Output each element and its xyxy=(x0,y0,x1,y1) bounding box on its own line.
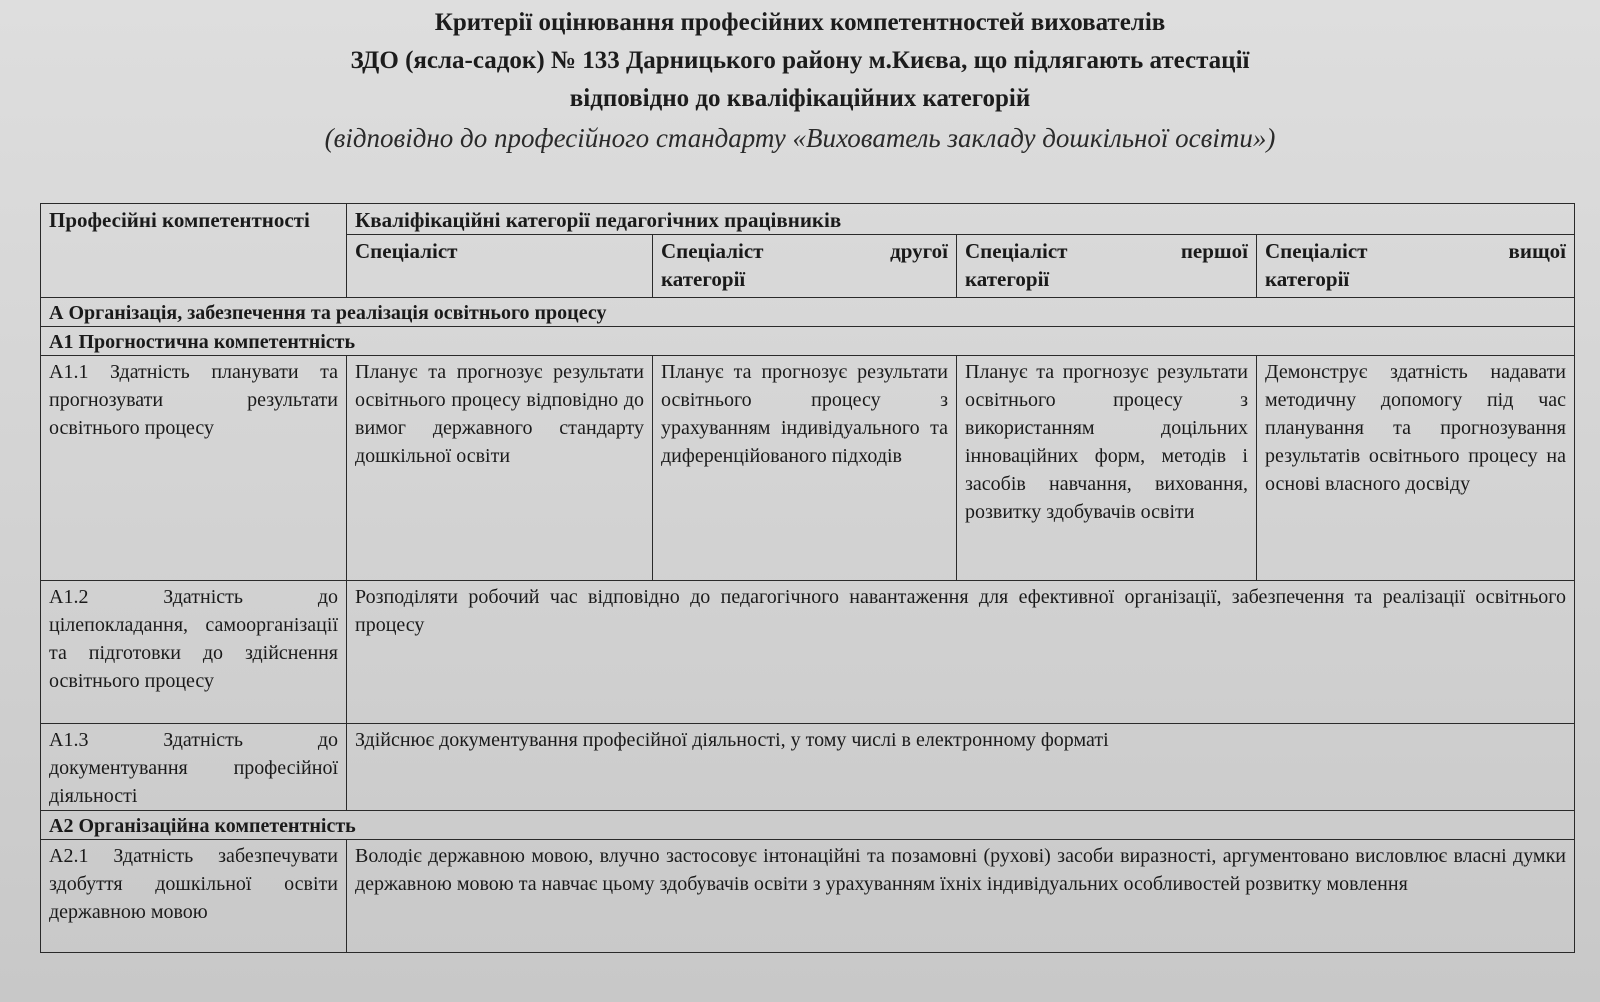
section-a2-row xyxy=(41,811,1575,840)
header-categories-label: Кваліфікаційні категорії педагогічних працівників xyxy=(355,208,842,232)
cat-second-w2: другої xyxy=(890,239,948,263)
row-a1-1 xyxy=(41,356,1575,581)
a1-1-highest: Демонструє здатність надавати методичну допомогу під час планування та прогнозування результатів освітнього процесу на основі власного досвіду xyxy=(1257,356,1575,581)
cat-highest-w2: вищої xyxy=(1508,239,1567,263)
section-a2-title: А2 Організаційна компетентність xyxy=(41,811,1575,840)
criteria-table xyxy=(40,203,1575,953)
a1-1-specialist: Планує та прогнозує результати освітнього процесу відповідно до вимог державного стандарту дошкільної освіти xyxy=(347,356,653,581)
a1-1-competence: А1.1 Здатність планувати та прогнозувати результати освітнього процесу xyxy=(41,356,347,581)
a2-1-competence: А2.1 Здатність забезпечувати здобуття дошкільної освіти державною мовою xyxy=(41,840,347,953)
header-specialist-highest xyxy=(1257,235,1575,298)
cat-first-w1: Спеціаліст xyxy=(965,239,1068,263)
a1-3-competence: А1.3 Здатність до документування професійної діяльності xyxy=(41,724,347,811)
header-specialist-first xyxy=(957,235,1257,298)
a1-2-text: Розподіляти робочий час відповідно до педагогічного навантаження для ефективної організації, забезпечення та реалізації освітнього процесу xyxy=(347,581,1575,724)
section-a-row xyxy=(41,298,1575,327)
document-header xyxy=(0,4,1600,158)
section-a1-title: А1 Прогностична компетентність xyxy=(41,327,1575,356)
cat-second-w1: Спеціаліст xyxy=(661,239,764,263)
a1-1-first: Планує та прогнозує результати освітнього процесу з використанням доцільних інноваційних форм, методів і засобів навчання, виховання, розвитку здобувачів освіти xyxy=(957,356,1257,581)
cat-specialist-w1: Спеціаліст xyxy=(355,239,458,263)
document-subtitle: (відповідно до професійного стандарту «Вихователь закладу дошкільної освіти») xyxy=(324,123,1276,153)
cat-first-w2: першої xyxy=(1180,239,1248,263)
table-header-row-1 xyxy=(41,204,1575,235)
title-line-2: ЗДО (ясла-садок) № 133 Дарницького району м.Києва, що підлягають атестації xyxy=(350,47,1250,74)
cat-highest-w3: категорії xyxy=(1265,267,1350,291)
header-categories xyxy=(347,204,1575,235)
section-a1-row xyxy=(41,327,1575,356)
a1-2-competence: А1.2 Здатність до цілепокладання, самоорганізації та підготовки до здійснення освітнього процесу xyxy=(41,581,347,724)
row-a2-1 xyxy=(41,840,1575,953)
cat-highest-w1: Спеціаліст xyxy=(1265,239,1368,263)
header-specialist xyxy=(347,235,653,298)
title-line-3: відповідно до кваліфікаційних категорій xyxy=(569,85,1031,112)
title-line-1: Критерії оцінювання професійних компетентностей вихователів xyxy=(434,9,1166,36)
section-a-title: А Організація, забезпечення та реалізація освітнього процесу xyxy=(41,298,1575,327)
header-specialist-second xyxy=(653,235,957,298)
header-competences-label: Професійні компетентності xyxy=(49,208,310,232)
header-competences xyxy=(41,204,347,298)
cat-first-w3: категорії xyxy=(965,267,1050,291)
row-a1-3 xyxy=(41,724,1575,811)
a1-1-second: Планує та прогнозує результати освітнього процесу з урахуванням індивідуального та диференційованого підходів xyxy=(653,356,957,581)
a2-1-text: Володіє державною мовою, влучно застосовує інтонаційні та позамовні (рухові) засоби виразності, аргументовано висловлює власні думки державною мовою та навчає цьому здобувачів освіти з урахуванням їхніх індивідуальних особливостей розвитку мовлення xyxy=(347,840,1575,953)
cat-second-w3: категорії xyxy=(661,267,746,291)
row-a1-2 xyxy=(41,581,1575,724)
a1-3-text: Здійснює документування професійної діяльності, у тому числі в електронному форматі xyxy=(347,724,1575,811)
